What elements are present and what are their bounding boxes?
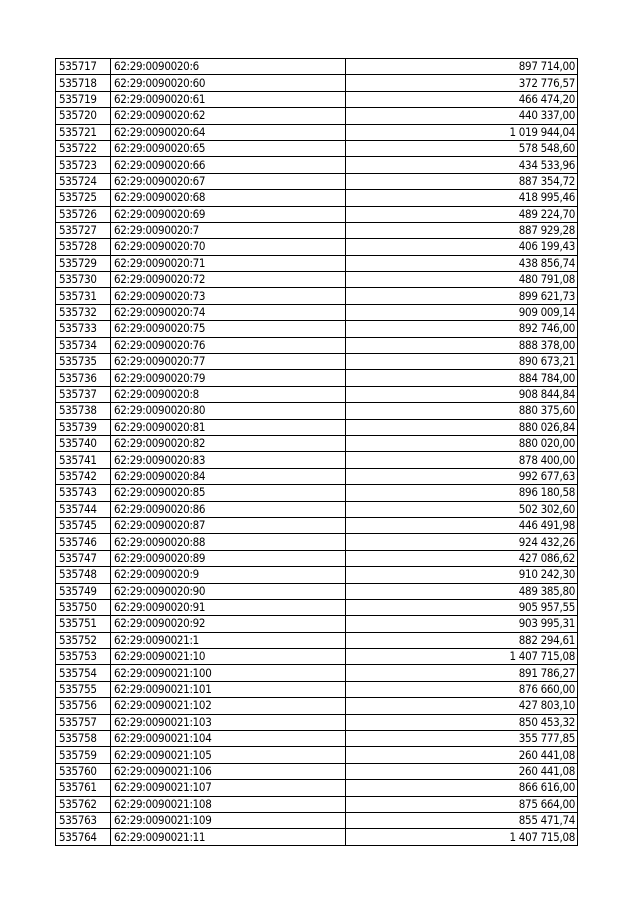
table-row bbox=[56, 59, 578, 75]
table-row bbox=[56, 681, 578, 697]
row-number-cell: 535736 bbox=[56, 370, 111, 386]
cadastral-value-cell: 355 777,85 bbox=[346, 731, 578, 747]
cadastral-value-cell: 891 786,27 bbox=[346, 665, 578, 681]
cadastral-value-cell: 446 491,98 bbox=[346, 517, 578, 533]
row-number-cell: 535726 bbox=[56, 206, 111, 222]
table-row bbox=[56, 616, 578, 632]
table-row bbox=[56, 714, 578, 730]
cadastral-number-cell: 62:29:0090020:88 bbox=[111, 534, 346, 550]
cadastral-number-cell: 62:29:0090021:108 bbox=[111, 796, 346, 812]
table-row bbox=[56, 780, 578, 796]
row-number-cell: 535744 bbox=[56, 501, 111, 517]
table-row bbox=[56, 386, 578, 402]
table-row bbox=[56, 567, 578, 583]
cadastral-number-cell: 62:29:0090020:91 bbox=[111, 599, 346, 615]
cadastral-value-cell: 427 803,10 bbox=[346, 698, 578, 714]
cadastral-number-cell: 62:29:0090020:81 bbox=[111, 419, 346, 435]
cadastral-number-cell: 62:29:0090021:101 bbox=[111, 681, 346, 697]
cadastral-number-cell: 62:29:0090020:62 bbox=[111, 108, 346, 124]
table-row bbox=[56, 304, 578, 320]
table-row bbox=[56, 747, 578, 763]
row-number-cell: 535727 bbox=[56, 222, 111, 238]
table-row bbox=[56, 435, 578, 451]
cadastral-value-cell: 866 616,00 bbox=[346, 780, 578, 796]
cadastral-value-cell: 905 957,55 bbox=[346, 599, 578, 615]
row-number-cell: 535732 bbox=[56, 304, 111, 320]
cadastral-value-cell: 1 407 715,08 bbox=[346, 649, 578, 665]
table-row bbox=[56, 632, 578, 648]
table-row bbox=[56, 222, 578, 238]
cadastral-number-cell: 62:29:0090020:61 bbox=[111, 91, 346, 107]
row-number-cell: 535755 bbox=[56, 681, 111, 697]
table-row bbox=[56, 403, 578, 419]
cadastral-value-cell: 892 746,00 bbox=[346, 321, 578, 337]
cadastral-number-cell: 62:29:0090020:84 bbox=[111, 468, 346, 484]
cadastral-value-cell: 875 664,00 bbox=[346, 796, 578, 812]
cadastral-value-cell: 489 224,70 bbox=[346, 206, 578, 222]
row-number-cell: 535757 bbox=[56, 714, 111, 730]
cadastral-number-cell: 62:29:0090021:11 bbox=[111, 829, 346, 845]
row-number-cell: 535762 bbox=[56, 796, 111, 812]
cadastral-value-cell: 418 995,46 bbox=[346, 190, 578, 206]
cadastral-number-cell: 62:29:0090020:83 bbox=[111, 452, 346, 468]
row-number-cell: 535724 bbox=[56, 173, 111, 189]
cadastral-value-cell: 440 337,00 bbox=[346, 108, 578, 124]
cadastral-value-cell: 850 453,32 bbox=[346, 714, 578, 730]
cadastral-value-cell: 876 660,00 bbox=[346, 681, 578, 697]
cadastral-value-cell: 910 242,30 bbox=[346, 567, 578, 583]
cadastral-number-cell: 62:29:0090020:90 bbox=[111, 583, 346, 599]
cadastral-value-cell: 880 375,60 bbox=[346, 403, 578, 419]
table-row bbox=[56, 321, 578, 337]
cadastral-number-cell: 62:29:0090020:66 bbox=[111, 157, 346, 173]
cadastral-number-cell: 62:29:0090021:105 bbox=[111, 747, 346, 763]
table-row bbox=[56, 206, 578, 222]
row-number-cell: 535738 bbox=[56, 403, 111, 419]
row-number-cell: 535753 bbox=[56, 649, 111, 665]
row-number-cell: 535749 bbox=[56, 583, 111, 599]
row-number-cell: 535756 bbox=[56, 698, 111, 714]
row-number-cell: 535723 bbox=[56, 157, 111, 173]
row-number-cell: 535741 bbox=[56, 452, 111, 468]
table-row bbox=[56, 763, 578, 779]
row-number-cell: 535717 bbox=[56, 59, 111, 75]
row-number-cell: 535728 bbox=[56, 239, 111, 255]
cadastral-value-cell: 903 995,31 bbox=[346, 616, 578, 632]
cadastral-number-cell: 62:29:0090020:75 bbox=[111, 321, 346, 337]
table-row bbox=[56, 534, 578, 550]
cadastral-number-cell: 62:29:0090020:73 bbox=[111, 288, 346, 304]
cadastral-value-cell: 260 441,08 bbox=[346, 763, 578, 779]
cadastral-value-cell: 992 677,63 bbox=[346, 468, 578, 484]
cadastral-number-cell: 62:29:0090021:102 bbox=[111, 698, 346, 714]
table-row bbox=[56, 370, 578, 386]
row-number-cell: 535729 bbox=[56, 255, 111, 271]
row-number-cell: 535754 bbox=[56, 665, 111, 681]
cadastral-number-cell: 62:29:0090020:71 bbox=[111, 255, 346, 271]
table-row bbox=[56, 829, 578, 845]
table-row bbox=[56, 108, 578, 124]
cadastral-number-cell: 62:29:0090021:1 bbox=[111, 632, 346, 648]
cadastral-value-cell: 888 378,00 bbox=[346, 337, 578, 353]
table-row bbox=[56, 124, 578, 140]
row-number-cell: 535745 bbox=[56, 517, 111, 533]
cadastral-value-cell: 884 784,00 bbox=[346, 370, 578, 386]
table-row bbox=[56, 91, 578, 107]
cadastral-value-cell: 924 432,26 bbox=[346, 534, 578, 550]
cadastral-number-cell: 62:29:0090021:104 bbox=[111, 731, 346, 747]
cadastral-value-cell: 909 009,14 bbox=[346, 304, 578, 320]
cadastral-value-cell: 896 180,58 bbox=[346, 485, 578, 501]
cadastral-number-cell: 62:29:0090020:87 bbox=[111, 517, 346, 533]
cadastral-value-cell: 878 400,00 bbox=[346, 452, 578, 468]
table-row bbox=[56, 75, 578, 91]
cadastral-value-cell: 406 199,43 bbox=[346, 239, 578, 255]
cadastral-number-cell: 62:29:0090020:79 bbox=[111, 370, 346, 386]
row-number-cell: 535750 bbox=[56, 599, 111, 615]
cadastral-value-table bbox=[55, 58, 578, 846]
cadastral-value-cell: 880 026,84 bbox=[346, 419, 578, 435]
row-number-cell: 535722 bbox=[56, 140, 111, 156]
row-number-cell: 535759 bbox=[56, 747, 111, 763]
cadastral-value-cell: 899 621,73 bbox=[346, 288, 578, 304]
row-number-cell: 535739 bbox=[56, 419, 111, 435]
row-number-cell: 535746 bbox=[56, 534, 111, 550]
row-number-cell: 535718 bbox=[56, 75, 111, 91]
row-number-cell: 535761 bbox=[56, 780, 111, 796]
cadastral-number-cell: 62:29:0090020:69 bbox=[111, 206, 346, 222]
cadastral-number-cell: 62:29:0090020:89 bbox=[111, 550, 346, 566]
table-row bbox=[56, 272, 578, 288]
cadastral-number-cell: 62:29:0090020:92 bbox=[111, 616, 346, 632]
table-row bbox=[56, 419, 578, 435]
row-number-cell: 535731 bbox=[56, 288, 111, 304]
cadastral-number-cell: 62:29:0090020:80 bbox=[111, 403, 346, 419]
table-row bbox=[56, 501, 578, 517]
cadastral-number-cell: 62:29:0090021:103 bbox=[111, 714, 346, 730]
cadastral-value-cell: 438 856,74 bbox=[346, 255, 578, 271]
cadastral-value-cell: 880 020,00 bbox=[346, 435, 578, 451]
table-row bbox=[56, 157, 578, 173]
table-row bbox=[56, 812, 578, 828]
cadastral-number-cell: 62:29:0090020:6 bbox=[111, 59, 346, 75]
table-row bbox=[56, 190, 578, 206]
table-row bbox=[56, 452, 578, 468]
row-number-cell: 535733 bbox=[56, 321, 111, 337]
row-number-cell: 535734 bbox=[56, 337, 111, 353]
table-row bbox=[56, 239, 578, 255]
table-row bbox=[56, 354, 578, 370]
table-row bbox=[56, 583, 578, 599]
cadastral-value-cell: 1 019 944,04 bbox=[346, 124, 578, 140]
cadastral-number-cell: 62:29:0090021:100 bbox=[111, 665, 346, 681]
cadastral-number-cell: 62:29:0090020:9 bbox=[111, 567, 346, 583]
table-row bbox=[56, 649, 578, 665]
cadastral-value-cell: 427 086,62 bbox=[346, 550, 578, 566]
cadastral-number-cell: 62:29:0090020:77 bbox=[111, 354, 346, 370]
cadastral-value-cell: 887 929,28 bbox=[346, 222, 578, 238]
row-number-cell: 535747 bbox=[56, 550, 111, 566]
cadastral-value-cell: 260 441,08 bbox=[346, 747, 578, 763]
row-number-cell: 535740 bbox=[56, 435, 111, 451]
row-number-cell: 535720 bbox=[56, 108, 111, 124]
cadastral-value-cell: 855 471,74 bbox=[346, 812, 578, 828]
row-number-cell: 535748 bbox=[56, 567, 111, 583]
table-row bbox=[56, 468, 578, 484]
table-row bbox=[56, 255, 578, 271]
table-row bbox=[56, 599, 578, 615]
cadastral-value-cell: 434 533,96 bbox=[346, 157, 578, 173]
cadastral-value-cell: 480 791,08 bbox=[346, 272, 578, 288]
row-number-cell: 535764 bbox=[56, 829, 111, 845]
row-number-cell: 535725 bbox=[56, 190, 111, 206]
cadastral-number-cell: 62:29:0090020:74 bbox=[111, 304, 346, 320]
cadastral-value-cell: 489 385,80 bbox=[346, 583, 578, 599]
cadastral-number-cell: 62:29:0090020:8 bbox=[111, 386, 346, 402]
table-row bbox=[56, 698, 578, 714]
row-number-cell: 535760 bbox=[56, 763, 111, 779]
row-number-cell: 535743 bbox=[56, 485, 111, 501]
cadastral-number-cell: 62:29:0090020:65 bbox=[111, 140, 346, 156]
row-number-cell: 535751 bbox=[56, 616, 111, 632]
table-row bbox=[56, 173, 578, 189]
table-row bbox=[56, 485, 578, 501]
table-row bbox=[56, 337, 578, 353]
table-row bbox=[56, 288, 578, 304]
row-number-cell: 535719 bbox=[56, 91, 111, 107]
row-number-cell: 535752 bbox=[56, 632, 111, 648]
cadastral-value-cell: 882 294,61 bbox=[346, 632, 578, 648]
cadastral-value-cell: 908 844,84 bbox=[346, 386, 578, 402]
cadastral-number-cell: 62:29:0090020:70 bbox=[111, 239, 346, 255]
row-number-cell: 535735 bbox=[56, 354, 111, 370]
cadastral-value-cell: 466 474,20 bbox=[346, 91, 578, 107]
row-number-cell: 535758 bbox=[56, 731, 111, 747]
cadastral-number-cell: 62:29:0090020:82 bbox=[111, 435, 346, 451]
cadastral-number-cell: 62:29:0090021:109 bbox=[111, 812, 346, 828]
cadastral-number-cell: 62:29:0090021:107 bbox=[111, 780, 346, 796]
cadastral-value-cell: 578 548,60 bbox=[346, 140, 578, 156]
cadastral-number-cell: 62:29:0090020:7 bbox=[111, 222, 346, 238]
table-row bbox=[56, 550, 578, 566]
table-row bbox=[56, 731, 578, 747]
cadastral-number-cell: 62:29:0090020:60 bbox=[111, 75, 346, 91]
cadastral-number-cell: 62:29:0090020:67 bbox=[111, 173, 346, 189]
cadastral-value-cell: 502 302,60 bbox=[346, 501, 578, 517]
row-number-cell: 535730 bbox=[56, 272, 111, 288]
cadastral-value-cell: 372 776,57 bbox=[346, 75, 578, 91]
table-row bbox=[56, 140, 578, 156]
cadastral-value-cell: 897 714,00 bbox=[346, 59, 578, 75]
table-row bbox=[56, 517, 578, 533]
cadastral-value-cell: 887 354,72 bbox=[346, 173, 578, 189]
cadastral-number-cell: 62:29:0090020:64 bbox=[111, 124, 346, 140]
cadastral-number-cell: 62:29:0090020:72 bbox=[111, 272, 346, 288]
cadastral-number-cell: 62:29:0090021:106 bbox=[111, 763, 346, 779]
cadastral-value-cell: 1 407 715,08 bbox=[346, 829, 578, 845]
cadastral-number-cell: 62:29:0090020:85 bbox=[111, 485, 346, 501]
row-number-cell: 535721 bbox=[56, 124, 111, 140]
cadastral-number-cell: 62:29:0090020:86 bbox=[111, 501, 346, 517]
cadastral-number-cell: 62:29:0090020:76 bbox=[111, 337, 346, 353]
table-row bbox=[56, 665, 578, 681]
cadastral-number-cell: 62:29:0090021:10 bbox=[111, 649, 346, 665]
table-row bbox=[56, 796, 578, 812]
row-number-cell: 535763 bbox=[56, 812, 111, 828]
cadastral-number-cell: 62:29:0090020:68 bbox=[111, 190, 346, 206]
table-body bbox=[56, 59, 578, 846]
cadastral-value-cell: 890 673,21 bbox=[346, 354, 578, 370]
row-number-cell: 535737 bbox=[56, 386, 111, 402]
row-number-cell: 535742 bbox=[56, 468, 111, 484]
